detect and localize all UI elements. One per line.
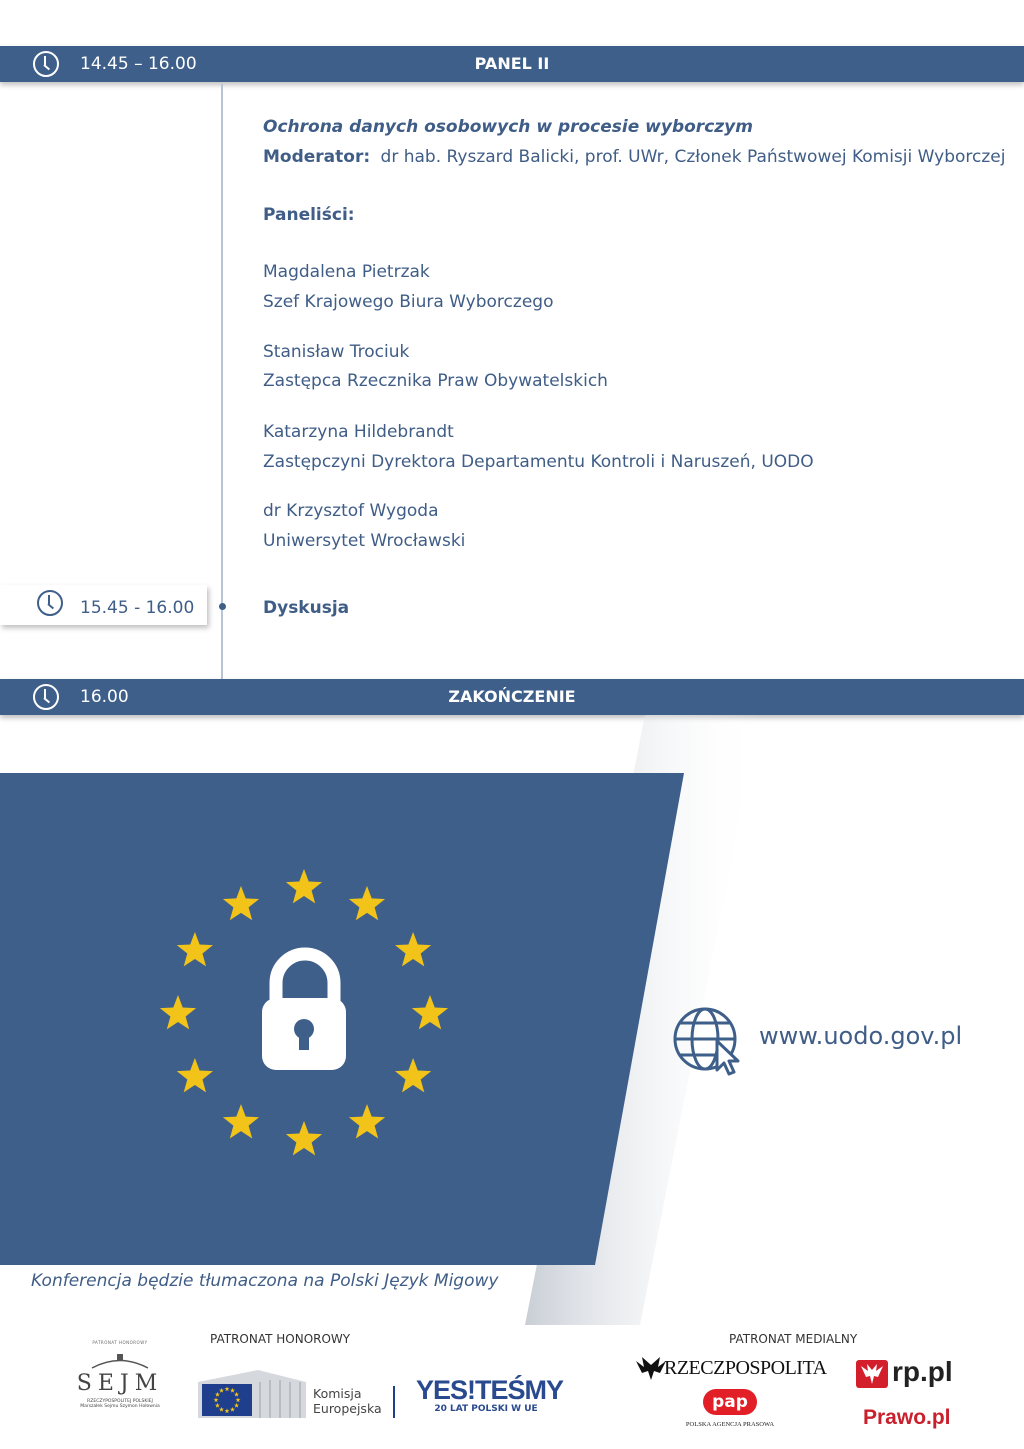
panelist-role: Zastępczyni Dyrektora Departamentu Kontroli i Naruszeń, UODO bbox=[263, 452, 814, 472]
sejm-line2: Marszałek Sejmu Szymon Hołownia bbox=[80, 1404, 160, 1409]
rzeczpospolita-logo: RZECZPOSPOLITA bbox=[664, 1357, 827, 1379]
pap-mark: pap bbox=[703, 1389, 757, 1415]
closing-title: ZAKOŃCZENIE bbox=[448, 687, 576, 706]
timeline-line bbox=[221, 84, 223, 680]
pap-logo bbox=[678, 1389, 782, 1428]
prawo-pl-logo: Prawo.pl bbox=[863, 1406, 951, 1429]
panel-header-bar bbox=[0, 46, 1024, 82]
panelists-label: Paneliści: bbox=[263, 205, 355, 225]
pap-sub: POLSKA AGENCJA PRASOWA bbox=[685, 1421, 775, 1428]
ec-building-icon bbox=[198, 1364, 306, 1418]
yes-tesmy-sub: 20 LAT POLSKI W UE bbox=[434, 1404, 538, 1414]
panelist-role: Uniwersytet Wrocławski bbox=[263, 531, 466, 551]
panelist-name: dr Krzysztof Wygoda bbox=[263, 501, 439, 521]
timeline-dot bbox=[219, 603, 226, 610]
discussion-time: 15.45 - 16.00 bbox=[80, 598, 195, 618]
european-commission-logo bbox=[198, 1364, 398, 1420]
panelist-role: Szef Krajowego Biura Wyborczego bbox=[263, 292, 554, 312]
rp-pl-text: rp.pl bbox=[892, 1356, 953, 1387]
media-patronage-label: PATRONAT MEDIALNY bbox=[729, 1332, 858, 1346]
panelist-name: Katarzyna Hildebrandt bbox=[263, 422, 454, 442]
moderator-line bbox=[263, 147, 1005, 167]
yes-tesmy-logo bbox=[416, 1375, 564, 1414]
sejm-building-icon bbox=[90, 1351, 150, 1369]
eagle-icon bbox=[634, 1355, 668, 1381]
yes-tesmy-main: YES!TEŚMY bbox=[416, 1375, 564, 1405]
rp-eagle-icon bbox=[856, 1360, 888, 1388]
moderator-name: dr hab. Ryszard Balicki, prof. UWr, Członek Państwowej Komisji Wyborczej bbox=[380, 147, 1006, 167]
moderator-label: Moderator: bbox=[263, 147, 371, 167]
panel-topic: Ochrona danych osobowych w procesie wyborczym bbox=[263, 117, 753, 137]
closing-header-bar bbox=[0, 679, 1024, 715]
panel-title: PANEL II bbox=[474, 54, 550, 73]
sejm-logo bbox=[70, 1340, 170, 1430]
panelist-role: Zastępca Rzecznika Praw Obywatelskich bbox=[263, 371, 608, 391]
sejm-line1: RZECZYPOSPOLITEJ POLSKIEJ bbox=[87, 1399, 153, 1404]
ec-divider bbox=[393, 1386, 395, 1418]
honorary-patronage-label: PATRONAT HONOROWY bbox=[210, 1332, 351, 1346]
panelist-name: Stanisław Trociuk bbox=[263, 342, 410, 362]
closing-time: 16.00 bbox=[80, 687, 129, 707]
sign-language-note: Konferencja będzie tłumaczona na Polski Język Migowy bbox=[31, 1271, 499, 1291]
discussion-label: Dyskusja bbox=[263, 598, 350, 618]
sejm-small-label: PATRONAT HONOROWY bbox=[92, 1340, 148, 1345]
ec-line1: Komisja bbox=[313, 1386, 362, 1401]
website-url[interactable]: www.uodo.gov.pl bbox=[759, 1022, 963, 1050]
eu-data-protection-graphic bbox=[0, 773, 690, 1268]
sejm-name: SEJM bbox=[76, 1371, 164, 1396]
panelist-name: Magdalena Pietrzak bbox=[263, 262, 430, 282]
ec-line2: Europejska bbox=[313, 1401, 382, 1416]
globe-cursor-icon bbox=[672, 1006, 744, 1076]
clock-icon bbox=[37, 590, 63, 616]
discussion-time-box bbox=[0, 585, 207, 625]
panel-time: 14.45 – 16.00 bbox=[80, 54, 197, 74]
